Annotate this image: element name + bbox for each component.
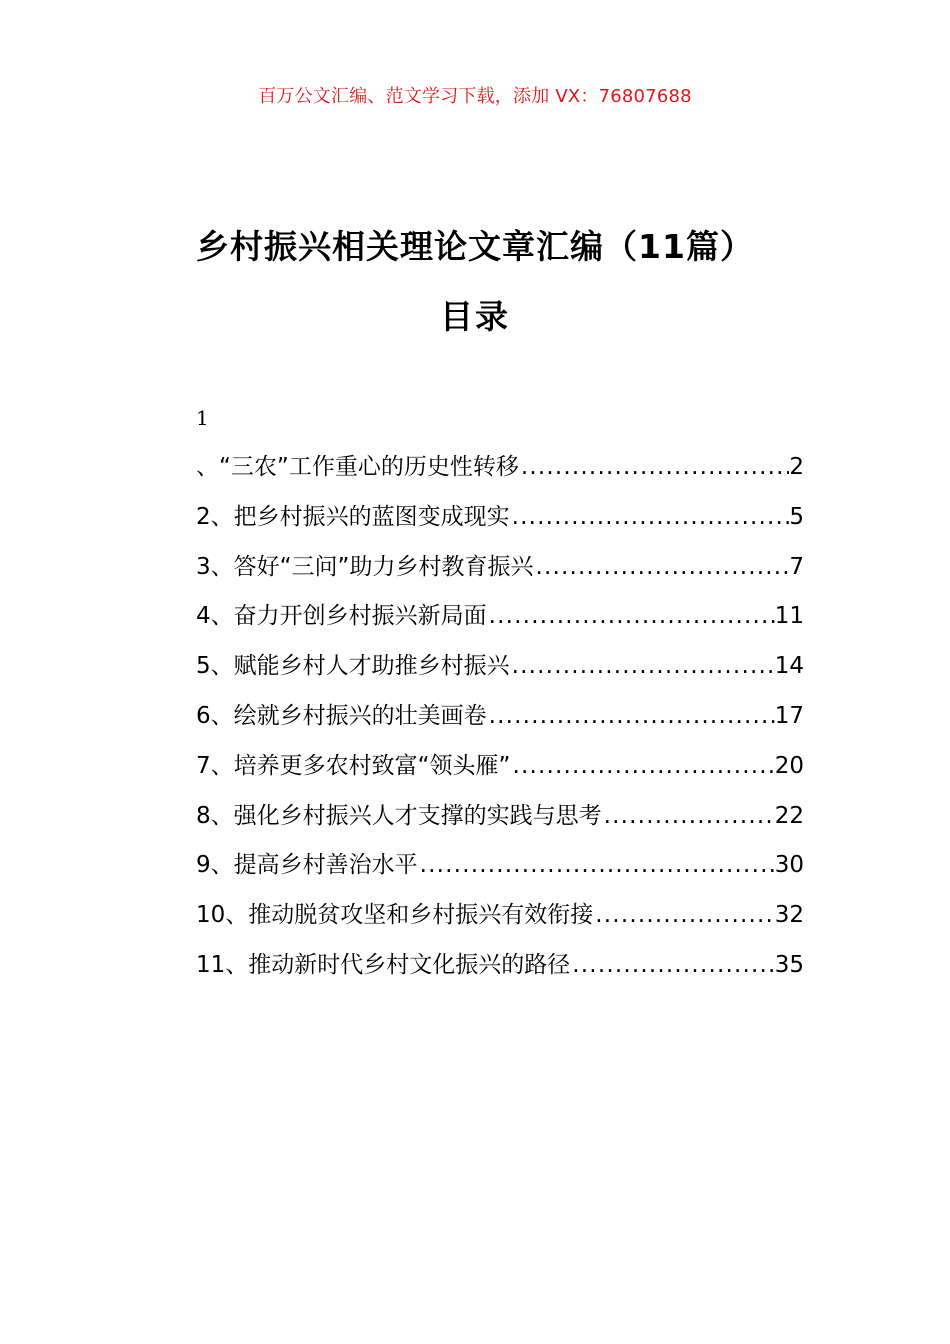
toc-entry-page: 35 [774,951,804,978]
toc-entry-page: 2 [789,454,804,480]
toc-dot-leader [487,697,775,735]
toc-entry[interactable] [196,946,804,996]
toc-dot-leader [519,448,790,486]
toc-entry-page: 32 [774,902,804,929]
toc-entry-title: 7、培养更多农村致富“领头雁” [196,752,511,779]
toc-entry-title: 5、赋能乡村人才助推乡村振兴 [196,653,510,680]
toc-entry[interactable] [196,697,804,747]
toc-entry-page: 17 [774,702,804,729]
toc-entry[interactable] [196,647,804,697]
toc-first-item-number: 1 [196,406,209,430]
toc-entry[interactable] [196,747,804,797]
toc-entry[interactable] [196,896,804,946]
toc-entry[interactable] [196,498,804,548]
toc-entry-page: 5 [789,503,804,530]
toc-entry[interactable] [196,846,804,896]
toc-dot-leader [510,498,790,536]
toc-entry-title: 、“三农”工作重心的历史性转移 [196,454,519,480]
toc-entry-title: 6、绘就乡村振兴的壮美画卷 [196,702,487,729]
toc-dot-leader [510,747,774,785]
toc-entry-page: 11 [774,603,804,630]
toc-entry[interactable] [196,797,804,847]
toc-dot-leader [570,946,774,984]
toc-dot-leader [533,548,789,586]
toc-entry-title: 4、奋力开创乡村振兴新局面 [196,603,487,630]
toc-entry[interactable] [196,597,804,647]
toc-entry-page: 30 [774,852,804,879]
toc-dot-leader [487,597,775,635]
toc-dot-leader [418,846,775,884]
toc-entry-page: 7 [789,553,804,580]
toc-entry-page: 20 [774,752,804,779]
toc-dot-leader [510,647,775,685]
toc-entry-title: 3、答好“三问”助力乡村教育振兴 [196,553,534,580]
toc-dot-leader [602,797,775,835]
toc-entry-title: 10、推动脱贫攻坚和乡村振兴有效衔接 [196,902,594,929]
toc-entry-title: 2、把乡村振兴的蓝图变成现实 [196,503,510,530]
toc-dot-leader [593,896,774,934]
toc-entry-page: 14 [774,653,804,680]
toc-entry-title: 11、推动新时代乡村文化振兴的路径 [196,951,571,978]
toc-entry-page: 22 [774,802,804,829]
document-title: 乡村振兴相关理论文章汇编（11篇） [196,227,754,266]
toc-entry[interactable] [196,548,804,598]
toc-entry[interactable] [196,448,804,498]
toc-heading: 目录 [440,297,510,336]
promo-banner: 百万公文汇编、范文学习下载，添加 VX：76807688 [258,86,692,107]
toc-entry-title: 8、强化乡村振兴人才支撑的实践与思考 [196,802,602,829]
table-of-contents [196,448,804,996]
toc-entry-title: 9、提高乡村善治水平 [196,852,418,879]
